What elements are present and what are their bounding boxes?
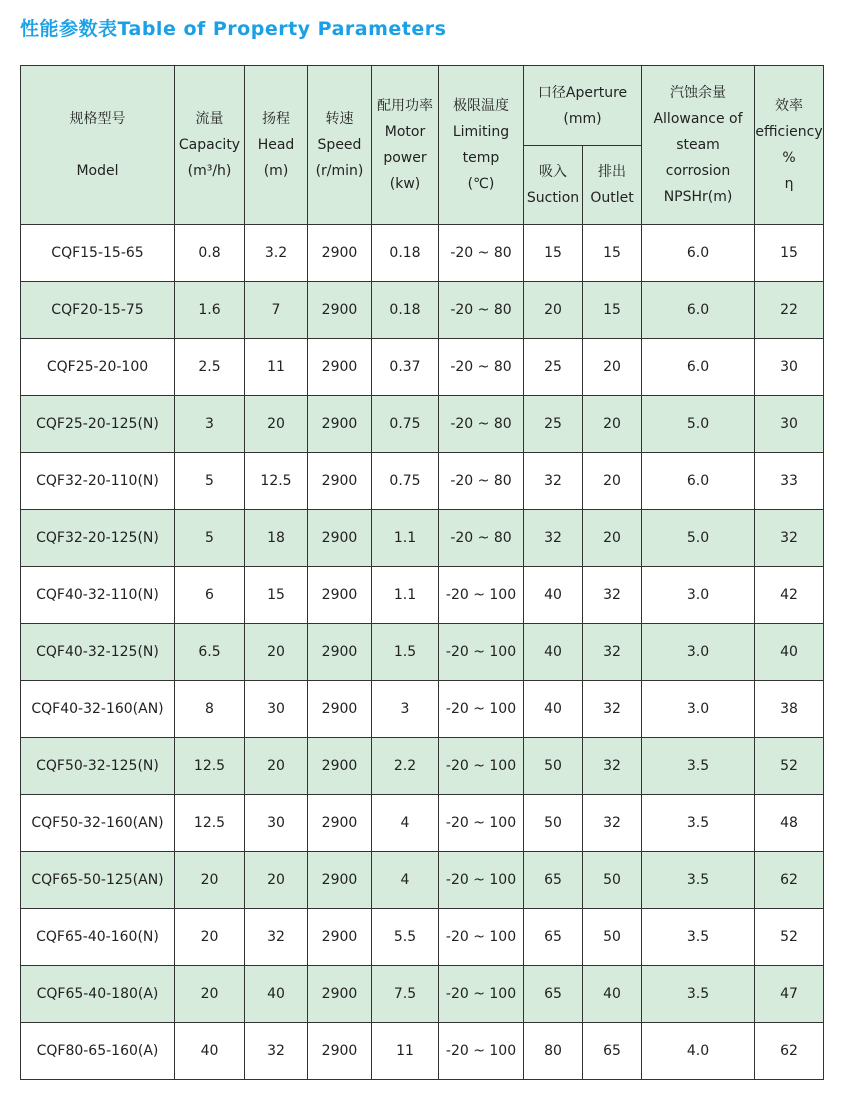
cell-head: 30	[245, 681, 308, 738]
table-row	[21, 852, 824, 909]
cell-model: CQF65-40-160(N)	[21, 909, 175, 966]
cell-head: 20	[245, 852, 308, 909]
cell-temp: -20 ~ 100	[439, 681, 524, 738]
cell-efficiency: 15	[755, 225, 824, 282]
cell-npsh: 3.5	[642, 909, 755, 966]
cell-efficiency: 62	[755, 1023, 824, 1080]
cell-suction: 65	[524, 909, 583, 966]
cell-efficiency: 30	[755, 396, 824, 453]
cell-outlet: 20	[583, 339, 642, 396]
header-motor-power: 配用功率 Motor power (kw)	[372, 66, 439, 225]
cell-efficiency: 52	[755, 738, 824, 795]
cell-capacity: 12.5	[175, 795, 245, 852]
cell-outlet: 50	[583, 909, 642, 966]
cell-outlet: 32	[583, 624, 642, 681]
cell-outlet: 32	[583, 795, 642, 852]
cell-model: CQF25-20-125(N)	[21, 396, 175, 453]
cell-power: 0.75	[372, 396, 439, 453]
cell-temp: -20 ~ 100	[439, 567, 524, 624]
cell-model: CQF50-32-160(AN)	[21, 795, 175, 852]
header-outlet: 排出 Outlet	[583, 146, 642, 225]
cell-npsh: 3.5	[642, 795, 755, 852]
cell-power: 0.18	[372, 225, 439, 282]
cell-temp: -20 ~ 100	[439, 624, 524, 681]
table-row	[21, 795, 824, 852]
cell-model: CQF20-15-75	[21, 282, 175, 339]
cell-speed: 2900	[308, 282, 372, 339]
cell-capacity: 5	[175, 453, 245, 510]
cell-head: 20	[245, 624, 308, 681]
cell-capacity: 6	[175, 567, 245, 624]
cell-efficiency: 33	[755, 453, 824, 510]
cell-temp: -20 ~ 100	[439, 966, 524, 1023]
cell-suction: 65	[524, 966, 583, 1023]
cell-suction: 25	[524, 339, 583, 396]
cell-model: CQF65-40-180(A)	[21, 966, 175, 1023]
header-head: 扬程 Head (m)	[245, 66, 308, 225]
header-efficiency: 效率 efficiency % η	[755, 66, 824, 225]
cell-model: CQF15-15-65	[21, 225, 175, 282]
table-row	[21, 567, 824, 624]
cell-power: 0.75	[372, 453, 439, 510]
cell-temp: -20 ~ 80	[439, 453, 524, 510]
cell-head: 15	[245, 567, 308, 624]
cell-npsh: 5.0	[642, 510, 755, 567]
cell-capacity: 2.5	[175, 339, 245, 396]
cell-head: 20	[245, 396, 308, 453]
cell-suction: 32	[524, 453, 583, 510]
header-suction: 吸入 Suction	[524, 146, 583, 225]
cell-efficiency: 30	[755, 339, 824, 396]
cell-capacity: 8	[175, 681, 245, 738]
cell-speed: 2900	[308, 567, 372, 624]
table-row	[21, 624, 824, 681]
cell-temp: -20 ~ 80	[439, 510, 524, 567]
cell-head: 3.2	[245, 225, 308, 282]
table-row	[21, 225, 824, 282]
cell-npsh: 3.5	[642, 738, 755, 795]
cell-outlet: 20	[583, 510, 642, 567]
cell-model: CQF32-20-110(N)	[21, 453, 175, 510]
cell-head: 12.5	[245, 453, 308, 510]
cell-head: 20	[245, 738, 308, 795]
cell-power: 4	[372, 795, 439, 852]
cell-suction: 25	[524, 396, 583, 453]
cell-speed: 2900	[308, 966, 372, 1023]
cell-head: 18	[245, 510, 308, 567]
page-title: 性能参数表Table of Property Parameters	[20, 18, 447, 40]
cell-temp: -20 ~ 100	[439, 1023, 524, 1080]
cell-capacity: 1.6	[175, 282, 245, 339]
cell-model: CQF80-65-160(A)	[21, 1023, 175, 1080]
cell-npsh: 6.0	[642, 225, 755, 282]
cell-npsh: 3.5	[642, 852, 755, 909]
cell-npsh: 4.0	[642, 1023, 755, 1080]
header-limiting-temp: 极限温度 Limiting temp (℃)	[439, 66, 524, 225]
cell-model: CQF50-32-125(N)	[21, 738, 175, 795]
cell-efficiency: 32	[755, 510, 824, 567]
cell-speed: 2900	[308, 453, 372, 510]
cell-speed: 2900	[308, 738, 372, 795]
cell-npsh: 3.0	[642, 681, 755, 738]
cell-outlet: 15	[583, 282, 642, 339]
header-speed: 转速 Speed (r/min)	[308, 66, 372, 225]
cell-outlet: 20	[583, 453, 642, 510]
cell-capacity: 20	[175, 909, 245, 966]
cell-speed: 2900	[308, 396, 372, 453]
cell-efficiency: 38	[755, 681, 824, 738]
cell-outlet: 32	[583, 567, 642, 624]
table-row	[21, 1023, 824, 1080]
cell-suction: 80	[524, 1023, 583, 1080]
cell-suction: 20	[524, 282, 583, 339]
table-row	[21, 396, 824, 453]
cell-power: 1.1	[372, 567, 439, 624]
cell-model: CQF40-32-160(AN)	[21, 681, 175, 738]
property-parameters-table	[20, 65, 824, 1080]
cell-head: 40	[245, 966, 308, 1023]
cell-outlet: 65	[583, 1023, 642, 1080]
cell-npsh: 5.0	[642, 396, 755, 453]
table-row	[21, 738, 824, 795]
cell-power: 2.2	[372, 738, 439, 795]
cell-capacity: 40	[175, 1023, 245, 1080]
table-row	[21, 909, 824, 966]
cell-speed: 2900	[308, 681, 372, 738]
cell-speed: 2900	[308, 624, 372, 681]
cell-efficiency: 47	[755, 966, 824, 1023]
cell-npsh: 3.5	[642, 966, 755, 1023]
cell-capacity: 0.8	[175, 225, 245, 282]
cell-outlet: 32	[583, 681, 642, 738]
cell-npsh: 6.0	[642, 282, 755, 339]
cell-speed: 2900	[308, 852, 372, 909]
cell-model: CQF40-32-110(N)	[21, 567, 175, 624]
cell-speed: 2900	[308, 225, 372, 282]
cell-capacity: 20	[175, 966, 245, 1023]
cell-power: 0.18	[372, 282, 439, 339]
cell-outlet: 15	[583, 225, 642, 282]
cell-temp: -20 ~ 80	[439, 339, 524, 396]
cell-power: 11	[372, 1023, 439, 1080]
cell-outlet: 40	[583, 966, 642, 1023]
cell-npsh: 6.0	[642, 453, 755, 510]
cell-temp: -20 ~ 100	[439, 852, 524, 909]
cell-suction: 32	[524, 510, 583, 567]
cell-capacity: 6.5	[175, 624, 245, 681]
cell-suction: 50	[524, 738, 583, 795]
cell-model: CQF32-20-125(N)	[21, 510, 175, 567]
cell-suction: 40	[524, 567, 583, 624]
cell-capacity: 3	[175, 396, 245, 453]
cell-head: 7	[245, 282, 308, 339]
cell-outlet: 20	[583, 396, 642, 453]
header-aperture: 口径Aperture (mm)	[524, 66, 642, 146]
table-row	[21, 510, 824, 567]
cell-power: 3	[372, 681, 439, 738]
cell-temp: -20 ~ 100	[439, 909, 524, 966]
header-model: 规格型号 Model	[21, 66, 175, 225]
cell-speed: 2900	[308, 1023, 372, 1080]
table-row	[21, 966, 824, 1023]
cell-efficiency: 48	[755, 795, 824, 852]
cell-temp: -20 ~ 100	[439, 738, 524, 795]
cell-efficiency: 22	[755, 282, 824, 339]
cell-efficiency: 62	[755, 852, 824, 909]
table-body	[21, 225, 824, 1080]
cell-npsh: 3.0	[642, 567, 755, 624]
cell-suction: 15	[524, 225, 583, 282]
header-capacity: 流量 Capacity (m³/h)	[175, 66, 245, 225]
cell-outlet: 50	[583, 852, 642, 909]
cell-speed: 2900	[308, 339, 372, 396]
cell-speed: 2900	[308, 795, 372, 852]
cell-head: 11	[245, 339, 308, 396]
cell-model: CQF65-50-125(AN)	[21, 852, 175, 909]
cell-suction: 65	[524, 852, 583, 909]
cell-efficiency: 42	[755, 567, 824, 624]
cell-efficiency: 52	[755, 909, 824, 966]
cell-model: CQF25-20-100	[21, 339, 175, 396]
cell-suction: 40	[524, 624, 583, 681]
cell-capacity: 20	[175, 852, 245, 909]
cell-suction: 40	[524, 681, 583, 738]
cell-suction: 50	[524, 795, 583, 852]
cell-capacity: 5	[175, 510, 245, 567]
cell-outlet: 32	[583, 738, 642, 795]
cell-power: 5.5	[372, 909, 439, 966]
cell-temp: -20 ~ 100	[439, 795, 524, 852]
cell-head: 32	[245, 909, 308, 966]
cell-npsh: 6.0	[642, 339, 755, 396]
cell-power: 0.37	[372, 339, 439, 396]
cell-efficiency: 40	[755, 624, 824, 681]
cell-power: 1.5	[372, 624, 439, 681]
cell-speed: 2900	[308, 909, 372, 966]
cell-temp: -20 ~ 80	[439, 282, 524, 339]
cell-power: 7.5	[372, 966, 439, 1023]
cell-model: CQF40-32-125(N)	[21, 624, 175, 681]
cell-temp: -20 ~ 80	[439, 225, 524, 282]
table-row	[21, 339, 824, 396]
cell-power: 4	[372, 852, 439, 909]
cell-power: 1.1	[372, 510, 439, 567]
cell-head: 30	[245, 795, 308, 852]
cell-head: 32	[245, 1023, 308, 1080]
table-row	[21, 282, 824, 339]
table-row	[21, 681, 824, 738]
cell-npsh: 3.0	[642, 624, 755, 681]
cell-speed: 2900	[308, 510, 372, 567]
cell-capacity: 12.5	[175, 738, 245, 795]
table-row	[21, 453, 824, 510]
header-npsh: 汽蚀余量 Allowance of steam corrosion NPSHr(m)	[642, 66, 755, 225]
cell-temp: -20 ~ 80	[439, 396, 524, 453]
